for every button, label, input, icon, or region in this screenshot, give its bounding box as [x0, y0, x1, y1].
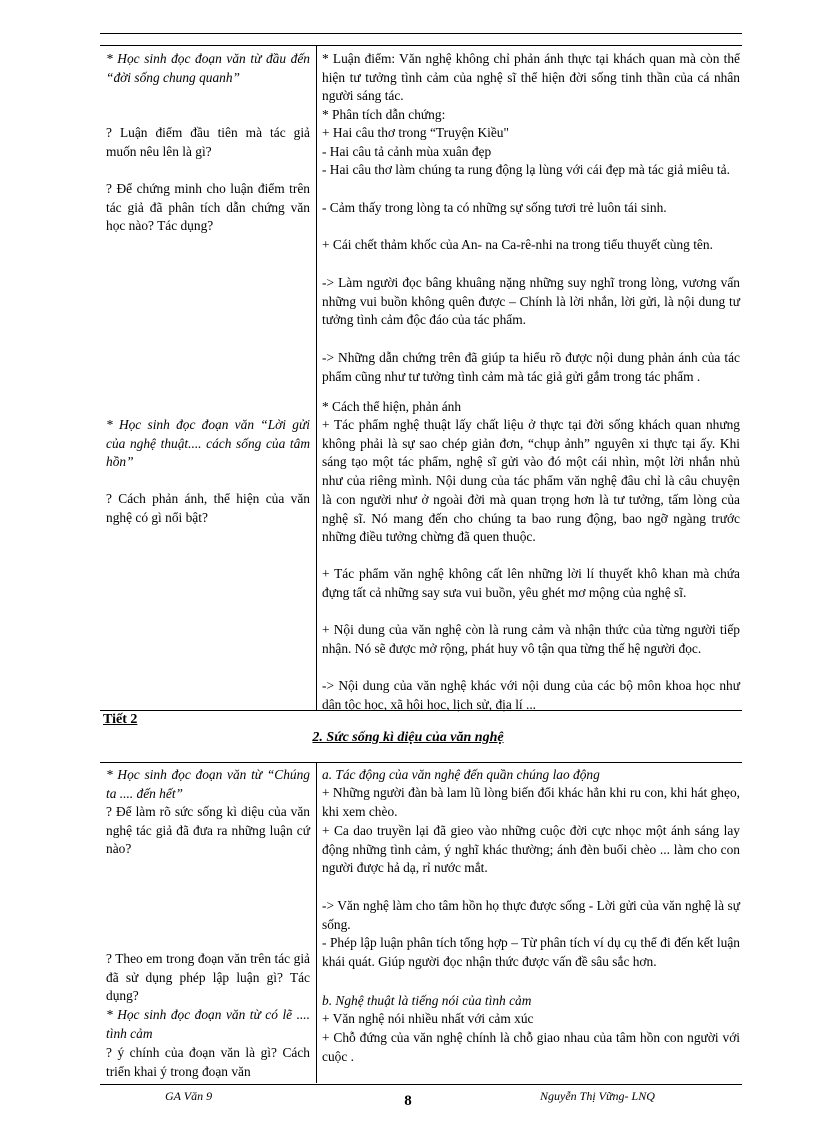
t2-answer-method: - Phép lập luận phân tích tổng hợp – Từ phân tích ví dụ cụ thể đi đến kết luận khái quát. Giúp người đọc nhận thức được vấn đề sâu sắc hơn.	[322, 935, 740, 969]
table2-divider	[316, 763, 317, 1083]
t1-question-5: ? Cách phản ánh, thể hiện của văn nghệ có gì nổi bật?	[106, 491, 310, 525]
header-rule	[100, 33, 742, 34]
t1-answer-anna: + Cái chết thảm khốc của An- na Ca-rê-nhi na trong tiểu thuyết cùng tên.	[322, 237, 713, 252]
t1-answer-rebirth: - Cảm thấy trong lòng ta có những sự sống tươi trẻ luôn tái sinh.	[322, 200, 667, 215]
t1-question-2: ? Luận điểm đầu tiên mà tác giả muốn nêu lên là gì?	[106, 125, 310, 159]
t1-answer-kieu: + Hai câu thơ trong “Truyện Kiều"	[322, 125, 509, 140]
table1	[100, 46, 742, 710]
t2-question-2: ? Để làm rõ sức sống kì diệu của văn nghệ tác giả đã đưa ra những luận cứ nào?	[106, 804, 310, 857]
t2-question-5: ? ý chính của đoạn văn là gì? Cách triển khai ý trong đoạn văn	[106, 1045, 310, 1079]
t1-answer-conclusion: -> Những dẫn chứng trên đã giúp ta hiểu rõ được nội dung phản ánh của tác phẩm cũng như tư tưởng tình cảm mà tác giả gửi gắm trong tác phẩm .	[322, 350, 740, 384]
t2-question-4: * Học sinh đọc đoạn văn từ có lẽ .... tình cảm	[106, 1007, 310, 1041]
t2-question-1: * Học sinh đọc đoạn văn từ “Chúng ta .... đến hết”	[106, 767, 310, 801]
t2-answer-folk-song: + Ca dao truyền lại đã gieo vào những cuộc đời cực nhọc một ánh sáng lay động những tình cảm, ý nghĩ khác thường; ánh đèn buổi chèo ... làm cho con người được hả dạ, rỉ nước mắt.	[322, 823, 740, 876]
t1-question-1: * Học sinh đọc đoạn văn từ đầu đến “đời sống chung quanh”	[106, 51, 310, 85]
t1-answer-difference: -> Nội dung của văn nghệ khác với nội dung của các bộ môn khoa học như dân tộc học, xã hội học, lịch sử, địa lí ...	[322, 678, 740, 712]
table1-questions	[100, 46, 314, 710]
table1-answers	[320, 46, 740, 710]
table2-answers	[320, 763, 740, 1083]
t1-answer-emotion: - Hai câu thơ làm chúng ta rung động lạ lùng với cái đẹp mà tác giả miêu tả.	[322, 162, 730, 177]
t1-answer-evidence-heading: * Phân tích dẫn chứng:	[322, 107, 446, 122]
t2-question-3: ? Theo em trong đoạn văn trên tác giả đã sử dụng phép lập luận gì? Tác dụng?	[106, 951, 310, 1004]
t2-answer-heading-a: a. Tác động của văn nghệ đến quần chúng lao động	[322, 767, 600, 782]
t1-answer-material: + Tác phẩm nghệ thuật lấy chất liệu ở thực tại đời sống khách quan nhưng không phải là sự sao chép giản đơn, “chụp ảnh” nguyên xi thực tại ấy. Khi sáng tạo một tác phẩm, nghệ sĩ gửi vào đó một cái nhìn, một lời nhắn nhủ như của riêng mình. Nội dung của tác phẩm văn nghệ đâu chỉ là câu chuyện là con người như ở ngoài đời mà quan trọng hơn là tư tưởng, tấm lòng của nghệ sĩ. Nó mang đến cho chúng ta bao rung động, bao ngỡ ngàng trước những điều tưởng chừng đã quen thuộc.	[322, 417, 740, 545]
t2-answer-women: + Những người đàn bà lam lũ lòng biến đổi khác hẳn khi ru con, khi hát ghẹo, khi xem chèo.	[322, 785, 740, 819]
page-number: 8	[404, 1093, 412, 1109]
t1-answer-not-theory: + Tác phẩm văn nghệ không cất lên những lời lí thuyết khô khan mà chứa đựng tất cả những say sưa vui buồn, yêu ghét mơ mộng của nghệ sĩ.	[322, 566, 740, 600]
t1-answer-method-heading: * Cách thể hiện, phản ánh	[322, 399, 462, 414]
footer-author: Nguyễn Thị Vững- LNQ	[540, 1089, 655, 1103]
section-heading: 2. Sức sống kì diệu của văn nghệ	[312, 730, 504, 745]
t1-answer-thesis: * Luận điểm: Văn nghệ không chỉ phản ánh thực tại khách quan mà còn thể hiện tư tưởng tình cảm của nghệ sĩ thể hiện đời sống tinh thần của cá nhân người sáng tác.	[322, 51, 740, 104]
t1-answer-spring: - Hai câu tả cảnh mùa xuân đẹp	[322, 144, 492, 159]
t1-question-3: ? Để chứng minh cho luận điểm trên tác giả đã phân tích dẫn chứng văn học nào? Tác dụng?	[106, 181, 310, 234]
t2-answer-position: + Chỗ đứng của văn nghệ chính là chỗ giao nhau của tâm hồn con người với cuộc .	[322, 1030, 740, 1064]
t1-answer-reception: + Nội dung của văn nghệ còn là rung cảm và nhận thức của từng người tiếp nhận. Nó sẽ được mở rộng, phát huy vô tận qua từng thế hệ người đọc.	[322, 622, 740, 656]
footer-course: GA Văn 9	[165, 1089, 213, 1103]
lesson-heading: Tiết 2	[103, 712, 138, 727]
t2-answer-life: -> Văn nghệ làm cho tâm hồn họ thực được sống - Lời gửi của văn nghệ là sự sống.	[322, 898, 740, 932]
table1-bottom-rule	[100, 710, 742, 711]
t2-answer-heading-b: b. Nghệ thuật là tiếng nói của tình cảm	[322, 993, 532, 1008]
t1-question-4: * Học sinh đọc đoạn văn “Lời gửi của nghệ thuật.... cách sống của tâm hồn”	[106, 417, 310, 470]
table2-questions	[100, 763, 314, 1083]
t2-answer-emotion: + Văn nghệ nói nhiều nhất với cảm xúc	[322, 1011, 534, 1026]
table1-divider	[316, 46, 317, 710]
table2-bottom-rule	[100, 1084, 742, 1085]
t1-answer-reader-effect: -> Làm người đọc bâng khuâng nặng những suy nghĩ trong lòng, vương vấn những vui buồn không quên được – Chính là lời nhắn, lời gửi, là nội dung tư tưởng tình cảm độc đáo của tác phẩm.	[322, 275, 740, 328]
table2	[100, 763, 742, 1083]
